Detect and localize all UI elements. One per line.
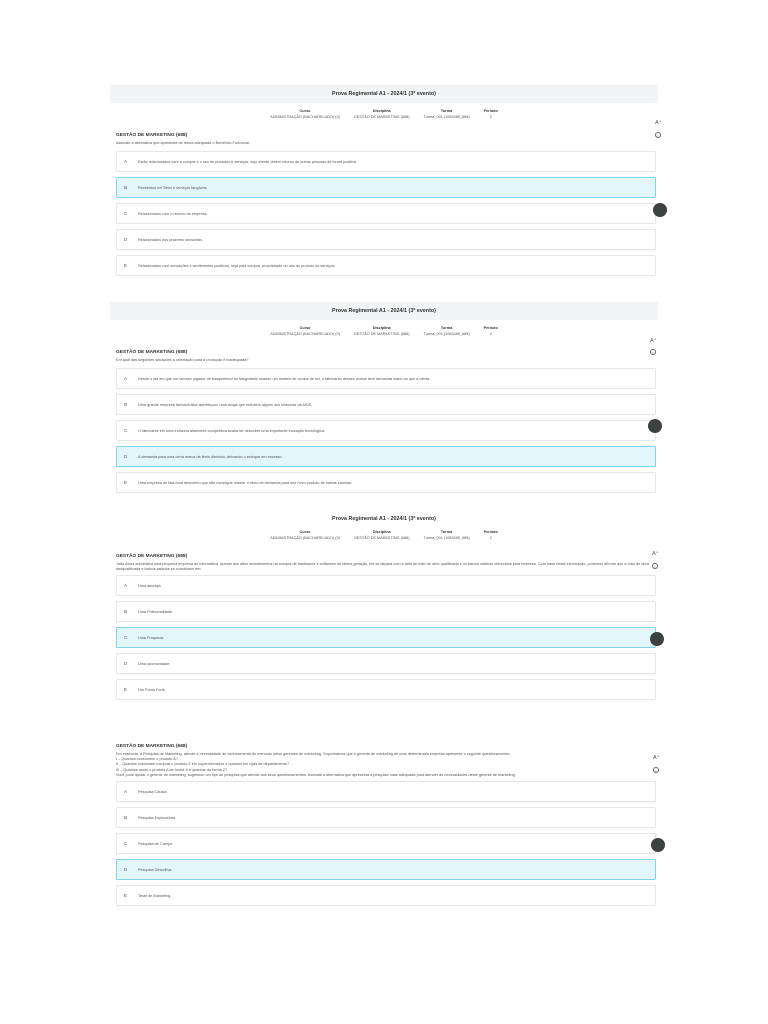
exam-screen-2 bbox=[110, 302, 658, 498]
section-title: GESTÃO DE MARKETING (688) bbox=[116, 554, 188, 559]
question-text: Em essência, a Pesquisa de Marketing, atende à necessidade de conhecimento do mercado pelos gerentes de marketing. Suponhamos que o gerente de marketing de uma determinada empresa apresente o seguinte questionamento: I – Quantos consomem o produto A? II – Quantos costumam comprar o produto Z em supermercados e quantos em lojas de departamento? III – Quantos usam o produto A de forma X e quantos da forma Z? Você pode ajudar o gerente de marketing, sugerindo um tipo de pesquisa que atende aos seus questionamentos. Assinale a alternativa que apresenta a pesquisa mais adequada para atender às necessidades deste gerente de marketing. bbox=[116, 752, 516, 777]
option-e[interactable]: E Um Ponto Forte. bbox=[116, 679, 656, 700]
font-size-icon[interactable]: A⁺ bbox=[650, 338, 657, 344]
info-icon[interactable]: i bbox=[653, 767, 659, 773]
question-text: João Alves administra uma pequena empresa de informática. Apesar dos altos investimentos na compra de hardwares e softwares de última geração, ele se depara com a falta de mão de obra qualificada e os baixos salários oferecidos pela empresa. Com base nesta informação, podemos afirmar que a mão de obra desqualificada e baixos salários se constituem em: bbox=[116, 562, 649, 572]
option-c[interactable]: C O fabricante em uma indústria altamente competitiva acaba de descobrir uma importante inovação tecnológica. bbox=[116, 420, 656, 441]
option-c[interactable]: C Pesquisa de Campo. bbox=[116, 833, 656, 854]
options-list bbox=[116, 575, 656, 700]
section-title: GESTÃO DE MARKETING (688) bbox=[116, 744, 188, 749]
floating-action-icon[interactable] bbox=[648, 419, 662, 433]
option-d[interactable]: D A demanda para uma certa marca de tênis diminuiu, deixando o estoque em excesso. bbox=[116, 446, 656, 467]
option-d[interactable]: D Pesquisa Descritiva. bbox=[116, 859, 656, 880]
option-e[interactable]: E Relacionados com sensações e sentimentos positivos, seja pela compra, propriedade ou uso do produto ou serviços. bbox=[116, 255, 656, 276]
option-b[interactable]: B Uma grande empresa farmacêutica aperfeiçoou uma droga que reduziria alguns dos sintomas da AIDS. bbox=[116, 394, 656, 415]
option-c[interactable]: C Uma Fraqueza. bbox=[116, 627, 656, 648]
floating-action-icon[interactable] bbox=[650, 632, 664, 646]
exam-header: Prova Regimental A1 - 2024/1 (3º evento) bbox=[110, 512, 658, 526]
question-text: Em qual das seguintes situações a orientação para a produção é inadequada? bbox=[116, 358, 249, 362]
option-a[interactable]: A Desde o dia em que um famoso jogador de basquetebol foi fotografado usando um modelo de óculos de sol, o fabricante desses óculos teve demanda maior do que a oferta. bbox=[116, 368, 656, 389]
option-a[interactable]: A Uma ameaça. bbox=[116, 575, 656, 596]
exam-meta: Curso ADMINISTRAÇÃO (BACHARELADO) (3) Disciplina GESTÃO DE MARKETING (688) Turma Turma_001 (1083485_688) Período 2 bbox=[270, 326, 498, 336]
option-c[interactable]: C Relacionados com o retorno da empresa. bbox=[116, 203, 656, 224]
exam-screen-4 bbox=[110, 738, 658, 911]
exam-header: Prova Regimental A1 - 2024/1 (3º evento) bbox=[110, 302, 658, 320]
section-title: GESTÃO DE MARKETING (688) bbox=[116, 133, 188, 138]
option-a[interactable]: A Pesquisa Causal. bbox=[116, 781, 656, 802]
info-icon[interactable]: i bbox=[652, 563, 658, 569]
options-list bbox=[116, 368, 656, 493]
exam-screen-1 bbox=[110, 85, 658, 281]
exam-meta: Curso ADMINISTRAÇÃO (BACHARELADO) (3) Disciplina GESTÃO DE MARKETING (688) Turma Turma_001 (1083485_688) Período 2 bbox=[270, 109, 498, 119]
font-size-icon[interactable]: A⁺ bbox=[655, 120, 662, 126]
option-b[interactable]: B Recebidos em Bens e serviços tangíveis. bbox=[116, 177, 656, 198]
font-size-icon[interactable]: A⁺ bbox=[652, 551, 659, 557]
section-title: GESTÃO DE MARKETING (688) bbox=[116, 350, 188, 355]
floating-action-icon[interactable] bbox=[651, 838, 665, 852]
option-d[interactable]: D Relacionados aos prazeres sensoriais. bbox=[116, 229, 656, 250]
info-icon[interactable]: i bbox=[650, 349, 656, 355]
option-e[interactable]: E Uma empresa de fast-food descobriu que não consegue manter o ritmo de demanda para seu novo produto de baixas calorias. bbox=[116, 472, 656, 493]
info-icon[interactable]: i bbox=[655, 132, 661, 138]
font-size-icon[interactable]: A⁺ bbox=[653, 755, 660, 761]
exam-screen-3 bbox=[110, 512, 658, 705]
option-d[interactable]: D Uma oportunidade. bbox=[116, 653, 656, 674]
options-list bbox=[116, 151, 656, 276]
option-e[interactable]: E Teste de Marketing. bbox=[116, 885, 656, 906]
question-text: Assinale a alternativa que apresenta de forma adequada o Benefício Funcional. bbox=[116, 141, 251, 145]
exam-header: Prova Regimental A1 - 2024/1 (3º evento) bbox=[110, 85, 658, 103]
option-a[interactable]: A Estão relacionados com a compra e o uso de produtos e serviços, cujo cliente obtém retorno de outras pessoas de forma positiva. bbox=[116, 151, 656, 172]
options-list bbox=[116, 781, 656, 906]
floating-action-icon[interactable] bbox=[653, 203, 667, 217]
option-b[interactable]: B Pesquisa Exploratória. bbox=[116, 807, 656, 828]
option-b[interactable]: B Uma Potencialidade. bbox=[116, 601, 656, 622]
exam-meta: Curso ADMINISTRAÇÃO (BACHARELADO) (3) Disciplina GESTÃO DE MARKETING (688) Turma Turma_001 (1083485_688) Período 2 bbox=[270, 530, 498, 540]
